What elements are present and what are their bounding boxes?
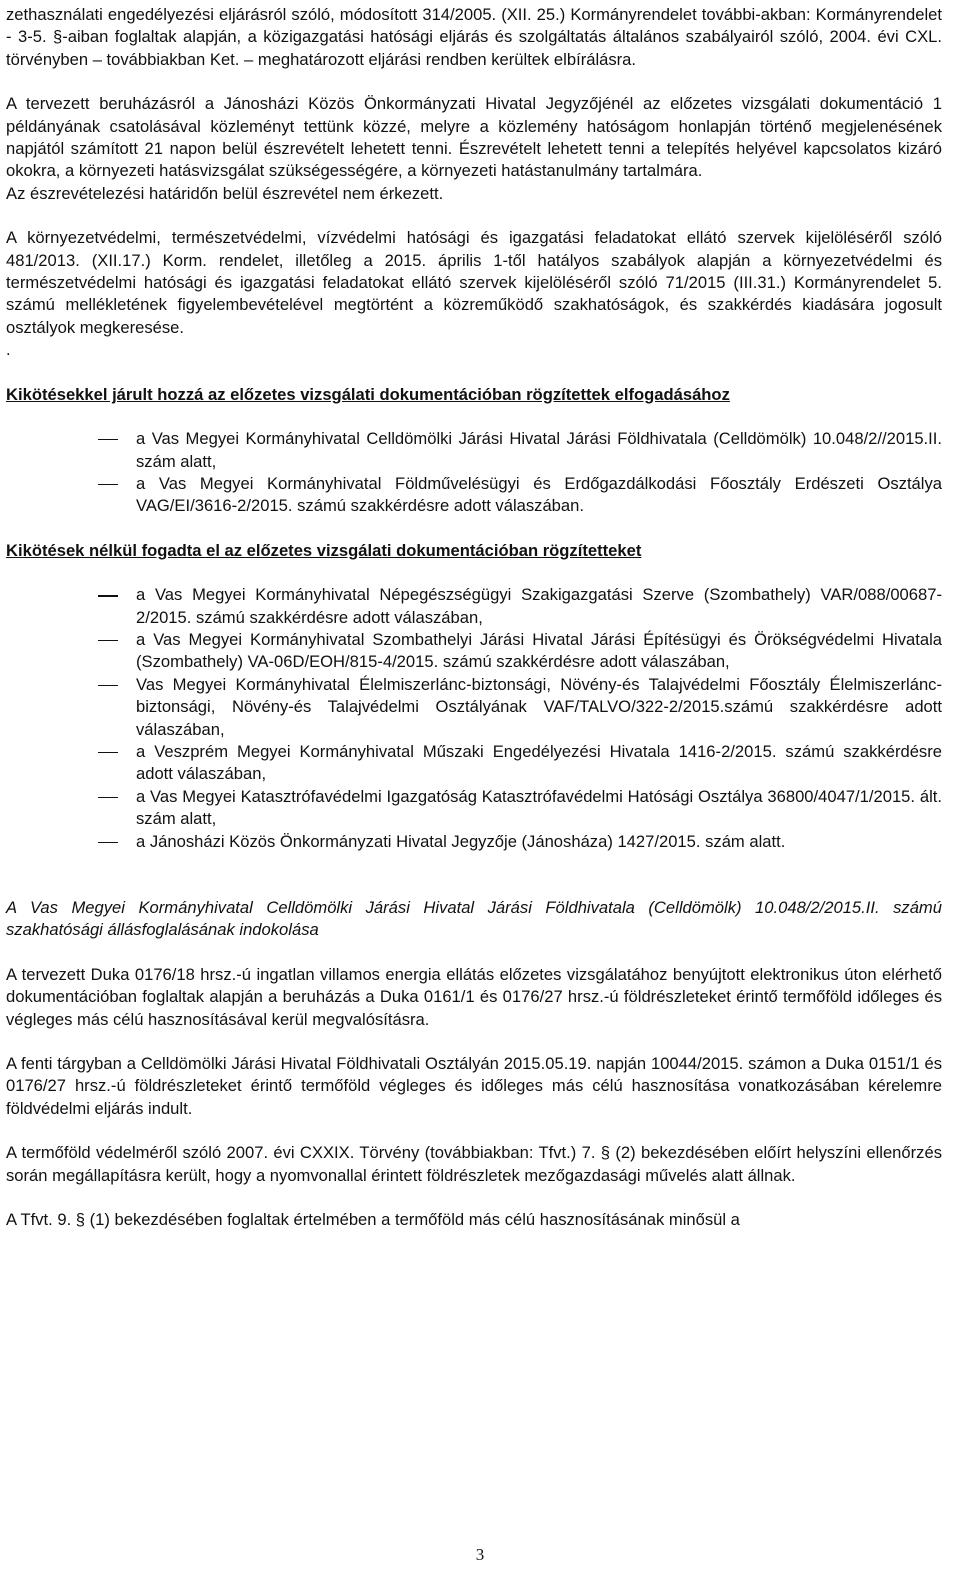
dash-bullet [98,752,118,753]
intro-paragraph-4: A környezetvédelmi, természetvédelmi, vízvédelmi hatósági és igazgatási feladatokat ellátó szervek kijelöléséről szóló 481/2013. (XII.17.) Korm. rendelet, illetőleg a 2015. április 1-től hatályos szabályok alapján a környezetvédelmi és természetvédelmi hatósági és igazgatási feladatokat ellátó szervek kijelöléséről szóló 71/2015 (III.31.) Kormányrendelet 5. számú mellékletének figyelembevételével megtörtént a közreműködő szakhatóságok, és szakkérdés kiadására jogosult osztályok megkeresése. [6,228,942,337]
list-item [6,741,942,786]
list-item-text: a Vas Megyei Kormányhivatal Földművelésügyi és Erdőgazdálkodási Főosztály Erdészeti Osztálya VAG/EI/3616-2/2015. számú szakkérdésre adott válaszában. [136,473,942,516]
reasoning-paragraph-4: A Tfvt. 9. § (1) bekezdésében foglaltak értelmében a termőföld más célú hasznosításának minősül a [6,1210,740,1230]
intro-paragraph-5: . [6,340,11,360]
reasoning-paragraph-2: A fenti tárgyban a Celldömölki Járási Hivatal Földhivatali Osztályán 2015.05.19. napján 10044/2015. számon a Duka 0151/1 és 0176/27 hrsz.-ú földrészleteket érintő termőföld végleges és időleges más célú hasznosítása vonatkozásában kérelemre földvédelmi eljárás indult. [6,1054,942,1118]
dash-bullet [98,842,118,843]
page-number: 3 [475,1545,485,1564]
list-item-text: a Vas Megyei Katasztrófavédelmi Igazgatóság Katasztrófavédelmi Hatósági Osztálya 36800/4047/1/2015. ált. szám alatt, [136,786,942,829]
list-item [6,831,942,853]
list-item [6,629,942,674]
reasoning-title: A Vas Megyei Kormányhivatal Celldömölki Járási Hivatal Járási Földhivatala (Celldömölk) 10.048/2/2015.II. számú szakhatósági állásfoglalásának indokolása [6,898,942,940]
list-item [6,428,942,473]
list-item [6,786,942,831]
list-item [6,584,942,629]
no-conditions-list [6,584,942,853]
reasoning-paragraph-3: A termőföld védelméről szóló 2007. évi CXXIX. Törvény (továbbiakban: Tfvt.) 7. § (2) bekezdésében előírt helyszíni ellenőrzés során megállapításra került, hogy a nyomvonallal érintett földrészletek mezőgazdasági művelés alatt állnak. [6,1143,942,1185]
section-heading-conditions: Kikötésekkel járult hozzá az előzetes vizsgálati dokumentációban rögzítettek elfogadásához [6,384,730,404]
list-item-text: a Jánosházi Közös Önkormányzati Hivatal Jegyzője (Jánosháza) 1427/2015. szám alatt. [136,831,786,851]
dash-bullet [98,484,118,485]
list-item-text: a Vas Megyei Kormányhivatal Szombathelyi Járási Hivatal Járási Építésügyi és Örökségvédelmi Hivatala (Szombathely) VA-06D/EOH/815-4/2015. számú szakkérdésre adott válaszában, [136,629,942,672]
dash-bullet [98,640,118,641]
intro-paragraph-2: A tervezett beruházásról a Jánosházi Közös Önkormányzati Hivatal Jegyzőjénél az előzetes vizsgálati dokumentáció 1 példányának csatolásával közleményt tettünk közzé, melyre a közlemény hatóságom honlapján történő megjelenésének napjától számított 21 napon belül észrevételt lehetett tenni. Észrevételt lehetett tenni a telepítés helyével kapcsolatos kizáró okokra, a környezeti hatásvizsgálat szükségességére, a környezeti hatástanulmány tartalmára. [6,94,942,181]
intro-paragraph-1: zethasználati engedélyezési eljárásról szóló, módosított 314/2005. (XII. 25.) Kormányrendelet további-akban: Kormányrendelet - 3-5. §-aiban foglaltak alapján, a közigazgatási hatósági eljárás és szolgáltatás általános szabályairól szóló, 2004. évi CXL. törvényben – továbbiakban Ket. – meghatározott eljárási rendben kerültek elbírálásra. [6,5,942,69]
list-item [6,473,942,518]
list-item-text: a Vas Megyei Kormányhivatal Celldömölki Járási Hivatal Járási Földhivatala (Celldömölk) 10.048/2//2015.II. szám alatt, [136,429,942,471]
list-item [6,674,942,741]
list-item-text: Vas Megyei Kormányhivatal Élelmiszerlánc-biztonsági, Növény-és Talajvédelmi Főosztály Élelmiszerlánc-biztonsági, Növény-és Talajvédelmi Osztályának VAF/TALVO/322-2/2015.számú szakkérdésre adott válaszában, [136,674,942,739]
dash-bullet [98,439,118,440]
dash-bullet [98,685,118,686]
dash-bullet [98,797,118,798]
dash-bullet [98,595,118,596]
section-heading-no-conditions: Kikötések nélkül fogadta el az előzetes vizsgálati dokumentációban rögzítetteket [6,540,642,560]
intro-paragraph-3: Az észrevételezési határidőn belül észrevétel nem érkezett. [6,183,444,203]
list-item-text: a Vas Megyei Kormányhivatal Népegészségügyi Szakigazgatási Szerve (Szombathely) VAR/088/00687-2/2015. számú szakkérdésre adott válaszában, [136,585,942,627]
conditions-list [6,428,942,518]
list-item-text: a Veszprém Megyei Kormányhivatal Műszaki Engedélyezési Hivatala 1416-2/2015. számú szakkérdésre adott válaszában, [136,741,942,784]
reasoning-paragraph-1: A tervezett Duka 0176/18 hrsz.-ú ingatlan villamos energia ellátás előzetes vizsgálatához benyújtott elektronikus úton elérhető dokumentációban foglaltak alapján a beruházás a Duka 0161/1 és 0176/27 hrsz.-ú földrészleteket érintő termőföld időleges és végleges más célú hasznosításával kerül megvalósításra. [6,964,942,1029]
